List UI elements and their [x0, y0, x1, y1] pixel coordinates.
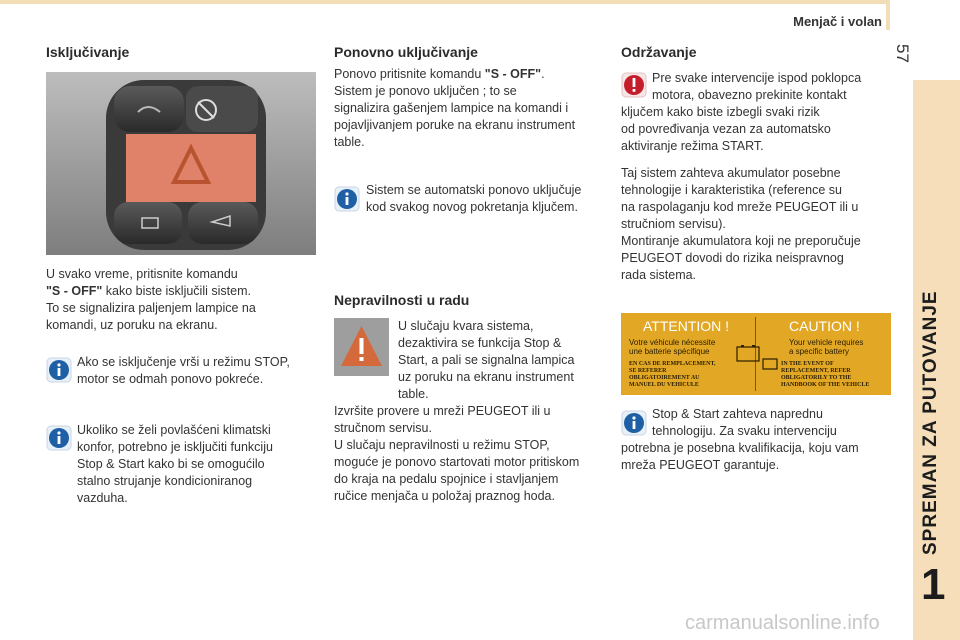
label-en-small: [781, 361, 869, 389]
col2-p2-line3: U slučaju nepravilnosti u režimu STOP,: [334, 438, 550, 452]
col2-p1-bold: "S - OFF": [484, 67, 542, 81]
col3-note-line3: potrebna je posebna kvalifikacija, koju vam: [621, 441, 859, 455]
col2-p1-pre: Ponovo pritisnite komandu: [334, 67, 485, 81]
col2-p1-line2: Sistem je ponovo uključen ; to se: [334, 84, 517, 98]
col2-p2-line6: ručice menjača u položaj praznog hoda.: [334, 489, 555, 503]
label-en-small1: IN THE EVENT OF: [781, 361, 834, 367]
col3-p1-line5: Montiranje akumulatora koji ne preporučuje: [621, 234, 861, 248]
col2-p2-line5: do kraja na pedalu spojnice i stavljanjem: [334, 472, 559, 486]
section-title: SPREMAN ZA PUTOVANJE: [920, 290, 941, 555]
col1-note2-line1: Ukoliko se želi povlašćeni klimatski: [77, 423, 271, 437]
header-title: Menjač i volan: [793, 14, 882, 29]
col1-p1-line4: komandi, uz poruku na ekranu.: [46, 318, 218, 332]
heading-nepravilnosti: Nepravilnosti u radu: [334, 292, 470, 308]
col2-p1-line4: pojavljivanjem poruke na ekranu instrument: [334, 118, 576, 132]
label-en-small3: OBLIGATORILY TO THE: [781, 375, 852, 381]
col2-paragraph2: [334, 403, 579, 505]
info-icon: [334, 186, 360, 212]
col2-p1-line3: signalizira gašenjem lampice na komandi i: [334, 101, 569, 115]
col3-p1-line4: stručniom servisu).: [621, 217, 726, 231]
col2-warn-line3: Start, a pali se signalna lampica: [398, 353, 575, 367]
col3-warn-line2: motora, obavezno prekinite kontakt: [652, 88, 847, 102]
heading-iskljucivanje: Isključivanje: [46, 44, 130, 60]
col3-p1-line3: na raspolaganju kod mreže PEUGEOT ili u: [621, 200, 859, 214]
col3-note-line1: Stop & Start zahteva naprednu: [652, 407, 823, 421]
label-en-small2: REPLACEMENT, REFER: [781, 368, 851, 374]
col2-note: [366, 182, 581, 216]
label-attention: ATTENTION !: [643, 318, 730, 334]
label-fr-small3: OBLIGATOIREMENT AU: [629, 375, 700, 381]
info-icon: [46, 425, 72, 451]
col2-p1-line5: table.: [334, 135, 365, 149]
label-fr-sub1: Votre véhicule nécessite: [629, 338, 716, 347]
label-en-sub2: a specific battery: [789, 347, 850, 356]
chapter-number: 1: [921, 560, 946, 609]
heading-odrzavanje: Održavanje: [621, 44, 697, 60]
col3-warn-line5: aktiviranje režima START.: [621, 139, 764, 153]
col2-p2-line1: Izvršite provere u mreži PEUGEOT ili u: [334, 404, 551, 418]
col2-p1-post: .: [541, 67, 545, 81]
col3-warn-line3: ključem kako biste izbegli svaki rizik: [621, 105, 820, 119]
col1-note2: [77, 422, 273, 507]
label-en-sub: [789, 338, 863, 356]
col3-note: [621, 406, 859, 474]
col3-p1-line6: PEUGEOT dovodi do rizika neispravnog: [621, 251, 844, 265]
col1-note2-line4: stalno strujanje kondicioniranog: [77, 474, 253, 488]
label-fr-small1: EN CAS DE REMPLACEMENT,: [629, 361, 716, 367]
label-fr-small4: MANUEL DU VEHICULE: [629, 382, 699, 388]
col1-note2-line2: konfor, potrebno je isključiti funkciju: [77, 440, 273, 454]
col3-warning: [621, 70, 861, 155]
col2-p2-line4: moguće je ponovo startovati motor pritiskom: [334, 455, 580, 469]
col1-p1-line3: To se signalizira paljenjem lampice na: [46, 301, 256, 315]
col3-paragraph: [621, 165, 861, 284]
col1-paragraph: [46, 266, 256, 334]
col2-warn-line1: U slučaju kvara sistema,: [398, 319, 534, 333]
col3-warn-line1: Pre svake intervencije ispod poklopca: [652, 71, 862, 85]
col3-note-line2: tehnologiju. Za svaku intervenciju: [652, 424, 837, 438]
watermark: carmanualsonline.info: [685, 612, 880, 634]
col2-warning: [398, 318, 574, 403]
col2-paragraph1: [334, 66, 575, 151]
label-caution: CAUTION !: [789, 318, 860, 334]
col1-p1-line1: U svako vreme, pritisnite komandu: [46, 267, 238, 281]
info-icon: [46, 357, 72, 383]
col3-p1-line7: rada sistema.: [621, 268, 697, 282]
col1-p1-bold: "S - OFF": [46, 284, 103, 298]
label-fr-sub: [629, 338, 715, 356]
header-divider: [886, 0, 890, 30]
label-fr-small: [629, 361, 716, 389]
col1-note2-line3: Stop & Start kako bi se omogućilo: [77, 457, 265, 471]
col3-warn-line4: od povređivanja vezan za automatsko: [621, 122, 831, 136]
col2-p2-line2: stručnom servisu.: [334, 421, 432, 435]
header-rule: [0, 0, 890, 4]
col1-note1: [77, 354, 290, 388]
warning-triangle-icon: [334, 318, 389, 376]
col2-warn-line5: table.: [398, 387, 429, 401]
battery-warning-label: [621, 313, 891, 395]
col1-note1-line1: Ako se isključenje vrši u režimu STOP,: [77, 355, 290, 369]
col1-note1-line2: motor se odmah ponovo pokreće.: [77, 372, 264, 386]
heading-ponovno: Ponovno uključivanje: [334, 44, 478, 60]
label-en-small4: HANDBOOK OF THE VEHICLE: [781, 382, 870, 388]
col2-warn-line4: uz poruku na ekranu instrument: [398, 370, 574, 384]
label-fr-sub2: une batterie spécifique: [629, 347, 710, 356]
col2-note-line1: Sistem se automatski ponovo uključuje: [366, 183, 582, 197]
switch-panel-photo: [46, 72, 316, 255]
col3-note-line4: mreža PEUGEOT garantuje.: [621, 458, 780, 472]
col3-p1-line2: tehnologije i karakteristika (reference su: [621, 183, 842, 197]
battery-icon: [733, 343, 781, 373]
col1-note2-line5: vazduha.: [77, 491, 128, 505]
page-number: 57: [893, 44, 912, 63]
col2-note-line2: kod svakog novog pokretanja ključem.: [366, 200, 578, 214]
col2-warn-line2: dezaktivira se funkcija Stop &: [398, 336, 562, 350]
label-fr-small2: SE REFERER: [629, 368, 667, 374]
col1-p1-line2: kako biste isključili sistem.: [102, 284, 251, 298]
col3-p1-line1: Taj sistem zahteva akumulator posebne: [621, 166, 841, 180]
label-en-sub1: Your vehicle requires: [789, 338, 864, 347]
